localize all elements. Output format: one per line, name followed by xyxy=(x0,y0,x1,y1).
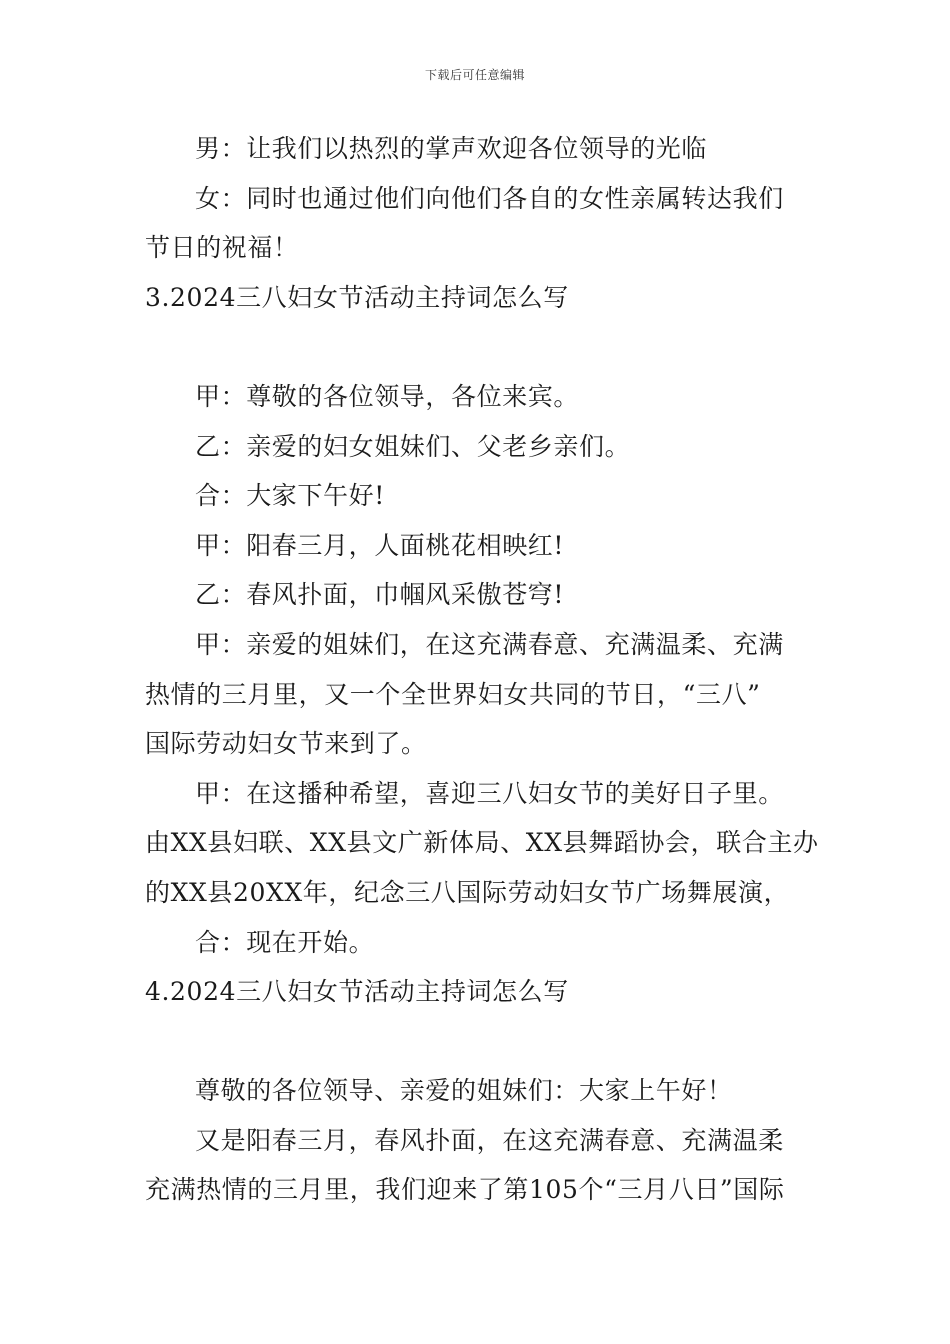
paragraph-line: 合：现在开始。 xyxy=(195,927,375,957)
document-body xyxy=(145,124,819,1215)
paragraph-line: 男：让我们以热烈的掌声欢迎各位领导的光临 xyxy=(195,134,708,163)
paragraph-line: 国际劳动妇女节来到了。 xyxy=(145,729,427,759)
section-heading: 4.2024三八妇女节活动主持词怎么写 xyxy=(145,977,569,1007)
blank-line xyxy=(145,322,810,372)
paragraph-line: 甲：尊敬的各位领导，各位来宾。 xyxy=(195,381,580,411)
paragraph-line: 甲：亲爱的姐妹们，在这充满春意、充满温柔、充满 xyxy=(195,629,784,659)
paragraph-line: 又是阳春三月，春风扑面，在这充满春意、充满温柔 xyxy=(195,1125,784,1155)
blank-line xyxy=(145,1017,810,1067)
section-heading: 3.2024三八妇女节活动主持词怎么写 xyxy=(145,282,569,312)
paragraph-line: 合：大家下午好! xyxy=(195,481,385,511)
paragraph-line: 由XX县妇联、XX县文广新体局、XX县舞蹈协会，联合主办 xyxy=(145,828,819,858)
paragraph-line: 节日的祝福！ xyxy=(145,233,299,263)
paragraph-line: 充满热情的三月里，我们迎来了第105个“三月八日”国际 xyxy=(145,1175,785,1205)
paragraph-line: 乙：春风扑面，巾帼风采傲苍穹! xyxy=(195,580,565,610)
paragraph-line: 甲：阳春三月，人面桃花相映红! xyxy=(195,530,565,560)
paragraph-line: 的XX县20XX年，纪念三八国际劳动妇女节广场舞展演， xyxy=(145,877,790,907)
paragraph-line: 尊敬的各位领导、亲爱的姐妹们：大家上午好！ xyxy=(195,1076,733,1106)
paragraph-line: 热情的三月里，又一个全世界妇女共同的节日，“三八” xyxy=(145,679,761,709)
paragraph-line: 女：同时也通过他们向他们各自的女性亲属转达我们 xyxy=(195,183,784,213)
paragraph-line: 甲：在这播种希望，喜迎三八妇女节的美好日子里。 xyxy=(195,778,784,808)
paragraph-line: 乙：亲爱的妇女姐妹们、父老乡亲们。 xyxy=(195,431,631,461)
page-header: 下载后可任意编辑 xyxy=(424,68,525,82)
